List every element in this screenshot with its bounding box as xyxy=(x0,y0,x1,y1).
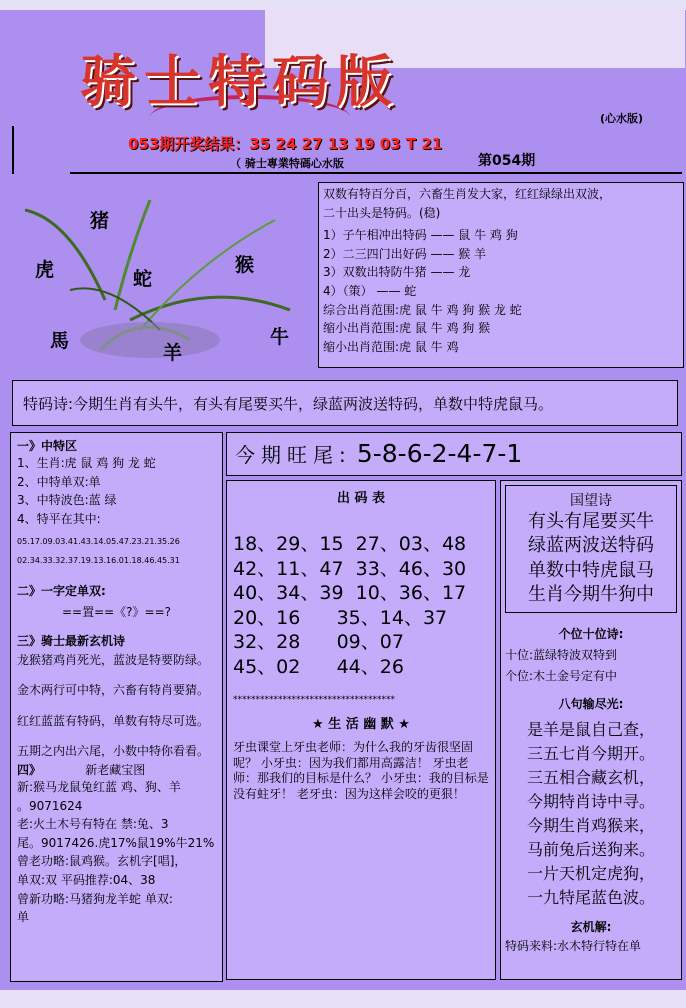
bottom-bar xyxy=(0,990,686,1008)
eight-line: 三五相合藏玄机， xyxy=(526,768,655,788)
section4-line: 老:火土木号有特在 禁:兔、3 xyxy=(17,817,169,832)
section3-line: 龙猴猪鸡肖死光，蓝波是特要防绿。 xyxy=(17,652,210,667)
section3-line: 红红蓝蓝有特码，单数有特尽可选。 xyxy=(17,713,210,728)
eight-line: 今期特肖诗中寻。 xyxy=(526,792,655,812)
divider-stars: ************************************ xyxy=(233,695,395,705)
section1-line: 1、生肖:虎 鼠 鸡 狗 龙 蛇 xyxy=(17,456,156,470)
section3-title: 三》骑士最新玄机诗 xyxy=(17,633,126,648)
animal-snake: 蛇 xyxy=(133,268,153,290)
eight-line: 是羊是鼠自己查， xyxy=(526,720,655,740)
tip-line: 4）（策） —— 蛇 xyxy=(323,283,417,298)
eight-lines-title: 八句输尽光: xyxy=(558,697,624,712)
guowang-line: 单数中特虎鼠马 xyxy=(528,559,654,581)
page-title: 骑士特码版 xyxy=(80,49,400,115)
position-title: 个位十位诗: xyxy=(558,627,624,641)
guowang-line: 有头有尾要买牛 xyxy=(528,511,654,532)
guowang-line: 生肖今期牛狗中 xyxy=(528,583,654,605)
eight-line: 马前兔后送狗来。 xyxy=(526,840,655,860)
tips-panel xyxy=(318,182,684,368)
table-title: 出 码 表 xyxy=(336,491,386,506)
section4-line: 单 xyxy=(17,910,30,925)
orchid-leaf xyxy=(130,297,290,320)
tip-line: 缩小出肖范围:虎 鼠 牛 鸡 xyxy=(323,339,459,354)
section2-text: ==置==《?》==? xyxy=(61,604,172,619)
lottery-result: 053期开奖结果：35 24 27 13 19 03 T 21 xyxy=(128,135,443,153)
animal-pig: 猪 xyxy=(90,210,110,232)
section4-line: 曾老功略:鼠鸡猴。玄机字[唱]， xyxy=(17,854,187,869)
joke-title: ★ 生 活 幽 默 ★ xyxy=(312,717,410,732)
left-column xyxy=(10,432,223,982)
guowang-line: 绿蓝两波送特码 xyxy=(528,535,654,557)
number-table: 18、29、15 27、03、48 42、11、47 33、46、30 40、34、39 10、36、17 20、16 35、14、37 32、28 09、07 45、02 44、26 xyxy=(233,533,467,678)
tip-line: 2）二三四门出好码 —— 猴 羊 xyxy=(323,246,487,261)
result-bar-left-edge xyxy=(12,126,14,174)
eight-line: 一九特尾蓝色波。 xyxy=(526,888,655,908)
orchid-leaf xyxy=(115,200,153,310)
animal-goat: 羊 xyxy=(163,342,183,364)
section3-line: 金木两行可中特，六畜有特肖要猜。 xyxy=(17,683,210,698)
section4-line: 。9071624 xyxy=(17,798,83,813)
section4-number: 四》 xyxy=(17,762,42,777)
number-line-1: 05.17.09.03.41.43.14.05.47.23.21.35.26 xyxy=(17,537,180,547)
tip-line: 1）子午相冲出特码 —— 鼠 牛 鸡 狗 xyxy=(323,228,518,243)
eight-line: 一片天机定虎狗， xyxy=(526,864,655,884)
xuanji-title: 玄机解: xyxy=(570,920,612,935)
xuanji-text: 特码来料:水木特行特在单 xyxy=(505,939,642,954)
eight-line: 三五七肖今期开。 xyxy=(526,744,655,764)
section4-label: 新老藏宝图 xyxy=(85,762,146,777)
right-column xyxy=(500,480,682,980)
section4-line: 单双:双 平码推荐:04、38 xyxy=(17,872,156,887)
orchid-shadow xyxy=(80,322,220,358)
section4-line: 新:猴马龙鼠兔红蓝 鸡、狗、羊 xyxy=(17,779,181,794)
number-line-2: 02.34.33.32.37.19.13.16.01.18.46.45.31 xyxy=(17,556,180,566)
guowang-title: 国望诗 xyxy=(570,493,612,509)
eight-lines xyxy=(505,718,677,910)
eight-line: 今期生肖鸡猴来， xyxy=(526,816,655,836)
animal-horse: 馬 xyxy=(50,330,70,352)
result-bar-underline xyxy=(70,172,682,174)
tip-line: 3）双数出特防牛猪 —— 龙 xyxy=(323,265,471,280)
section4-title xyxy=(17,761,216,778)
poem-bar xyxy=(12,380,678,426)
animal-tiger: 虎 xyxy=(35,259,55,281)
section4-line: 尾。9017426.虎17%鼠19%牛21% xyxy=(17,835,215,850)
animal-monkey: 猴 xyxy=(235,254,255,276)
section2-title: 二》一字定单双: xyxy=(17,583,106,598)
section4-line: 曾新功略:马猪狗龙羊蛇 单双: xyxy=(17,891,173,906)
tail-label: 今期旺尾: xyxy=(235,443,352,467)
middle-column xyxy=(226,480,496,980)
tail-value: 5-8-6-2-4-7-1 xyxy=(356,439,523,468)
subtitle: （ 骑士專業特碼心水版 xyxy=(230,157,344,170)
tip-line: 缩小出肖范围:虎 鼠 牛 鸡 狗 猴 xyxy=(323,321,491,336)
orchid-leaf xyxy=(140,220,275,330)
position-line: 个位:木土金号定有中 xyxy=(505,668,618,683)
section1-title: 一》中特区 xyxy=(17,439,78,453)
edition-label: (心水版) xyxy=(600,112,644,125)
section3-line: 五期之内出六尾，小数中特你看看。 xyxy=(17,744,210,759)
guowang-poem-box xyxy=(505,485,677,613)
position-line: 十位:蓝绿特波双特到 xyxy=(505,648,618,662)
tip-line: 综合出肖范围:虎 鼠 牛 鸡 狗 猴 龙 蛇 xyxy=(323,302,522,317)
issue-number: 第054期 xyxy=(478,153,536,169)
section1-line: 2、中特单双:单 xyxy=(17,474,101,489)
tail-bar xyxy=(226,432,682,476)
section1-line: 3、中特波色:蓝 绿 xyxy=(17,493,117,508)
tip-line: 二十出头是特码。(稳) xyxy=(323,205,441,220)
animal-ox: 牛 xyxy=(270,326,290,348)
joke-text: 牙虫课堂上牙虫老师：为什么我的牙齿很坚固呢？ 小牙虫：因为我们都用高露洁！ 牙虫老师：那我们的目标是什么？ 小牙虫：我的目标是没有蛀牙！ 老牙虫：因为这样会咬的更狠！ xyxy=(233,740,489,801)
poem-text: 特码诗:今期生肖有头牛，有头有尾要买牛，绿蓝两波送特码，单数中特虎鼠马。 xyxy=(23,395,554,413)
tip-line: 双数有特百分百，六畜生肖发大家，红红绿绿出双波， xyxy=(323,187,612,201)
section1-line: 4、特平在其中: xyxy=(17,511,101,526)
